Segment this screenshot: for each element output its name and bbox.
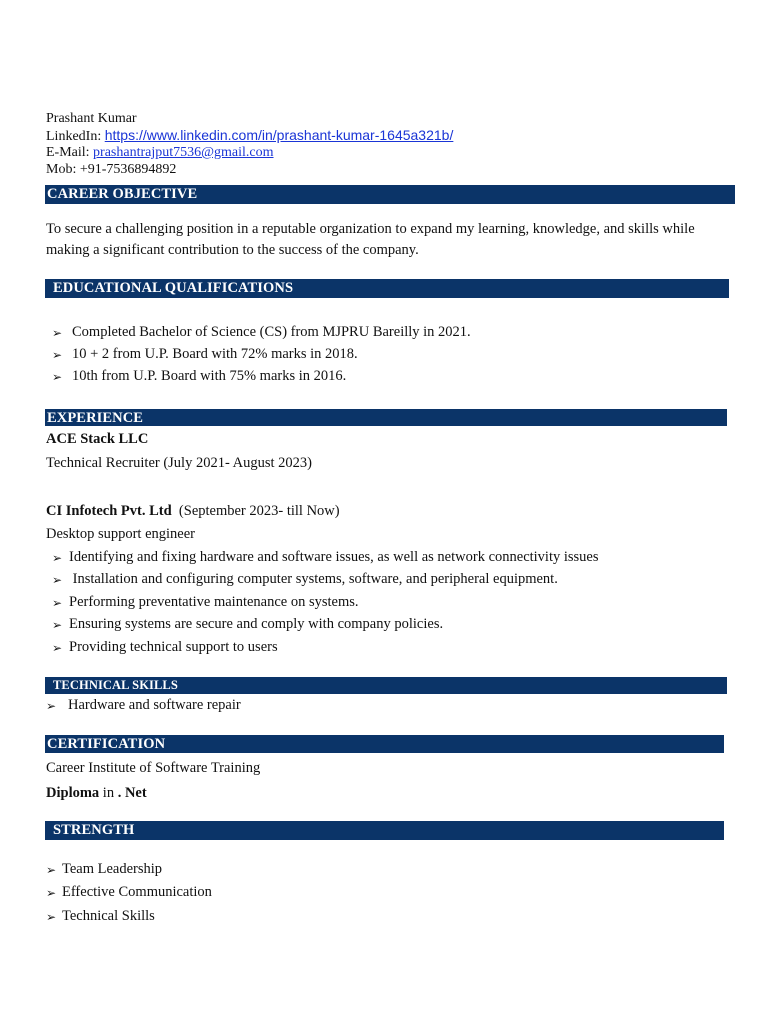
- job1-role: Technical Recruiter (July 2021- August 2023): [46, 455, 312, 471]
- strength-item: Team Leadership: [62, 861, 163, 877]
- career-objective-heading-text: CAREER OBJECTIVE: [47, 186, 198, 202]
- job2-duty: Performing preventative maintenance on systems.: [69, 594, 359, 610]
- strength-item: Technical Skills: [62, 908, 155, 924]
- technical-skill-item: Hardware and software repair: [68, 697, 241, 713]
- certification-institute: Career Institute of Software Training: [46, 760, 261, 776]
- arrow-bullet-icon: ➢: [52, 573, 63, 587]
- arrow-bullet-icon: ➢: [52, 326, 63, 340]
- education-heading: [45, 279, 729, 298]
- career-objective-line-1: To secure a challenging position in a reputable organization to expand my learning, knowledge, and skills while: [46, 221, 695, 237]
- arrow-bullet-icon: ➢: [46, 699, 57, 713]
- certification-heading: [45, 735, 724, 753]
- job2-company: CI Infotech Pvt. Ltd: [46, 503, 172, 519]
- career-objective-heading: [45, 185, 735, 204]
- arrow-bullet-icon: ➢: [52, 641, 63, 655]
- arrow-bullet-icon: ➢: [46, 863, 57, 877]
- job1-company: ACE Stack LLC: [46, 431, 149, 447]
- certification-heading-text: CERTIFICATION: [47, 736, 166, 752]
- email-link[interactable]: prashantrajput7536@gmail.com: [93, 145, 274, 160]
- experience-heading: [45, 409, 727, 426]
- job2-header: [46, 502, 340, 520]
- strength-item: Effective Communication: [62, 884, 212, 900]
- certification-diploma: [46, 784, 147, 802]
- diploma-course: . Net: [117, 785, 147, 801]
- arrow-bullet-icon: ➢: [52, 596, 63, 610]
- arrow-bullet-icon: ➢: [46, 910, 57, 924]
- mobile-number: Mob: +91-7536894892: [46, 162, 177, 177]
- strength-heading: [45, 821, 724, 840]
- technical-skills-heading-text: TECHNICAL SKILLS: [53, 678, 178, 692]
- diploma-in: in: [99, 785, 118, 801]
- arrow-bullet-icon: ➢: [52, 618, 63, 632]
- job2-duty: Providing technical support to users: [69, 639, 278, 655]
- arrow-bullet-icon: ➢: [52, 551, 63, 565]
- job2-duty: Ensuring systems are secure and comply with company policies.: [69, 616, 444, 632]
- strength-heading-text: STRENGTH: [53, 822, 135, 838]
- diploma-label: Diploma: [46, 785, 100, 801]
- technical-skills-heading: [45, 677, 727, 694]
- job2-role: Desktop support engineer: [46, 526, 195, 542]
- education-heading-text: EDUCATIONAL QUALIFICATIONS: [53, 280, 294, 296]
- arrow-bullet-icon: ➢: [52, 348, 63, 362]
- email-line: [46, 144, 274, 161]
- linkedin-link[interactable]: https://www.linkedin.com/in/prashant-kumar-1645a321b/: [104, 127, 454, 143]
- career-objective-line-2: making a significant contribution to the success of the company.: [46, 242, 419, 258]
- candidate-name: Prashant Kumar: [46, 111, 137, 126]
- email-label: E-Mail:: [46, 145, 90, 160]
- linkedin-line: [46, 127, 453, 145]
- experience-heading-text: EXPERIENCE: [47, 410, 144, 426]
- arrow-bullet-icon: ➢: [46, 886, 57, 900]
- job2-duty: Identifying and fixing hardware and software issues, as well as network connectivity issues: [69, 549, 599, 565]
- education-item: 10th from U.P. Board with 75% marks in 2016.: [72, 368, 347, 384]
- linkedin-label: LinkedIn:: [46, 129, 102, 144]
- arrow-bullet-icon: ➢: [52, 370, 63, 384]
- job2-period: (September 2023- till Now): [178, 503, 340, 519]
- job2-duty: Installation and configuring computer systems, software, and peripheral equipment.: [69, 571, 558, 587]
- education-item: 10 + 2 from U.P. Board with 72% marks in 2018.: [72, 346, 358, 362]
- education-item: Completed Bachelor of Science (CS) from MJPRU Bareilly in 2021.: [72, 324, 471, 340]
